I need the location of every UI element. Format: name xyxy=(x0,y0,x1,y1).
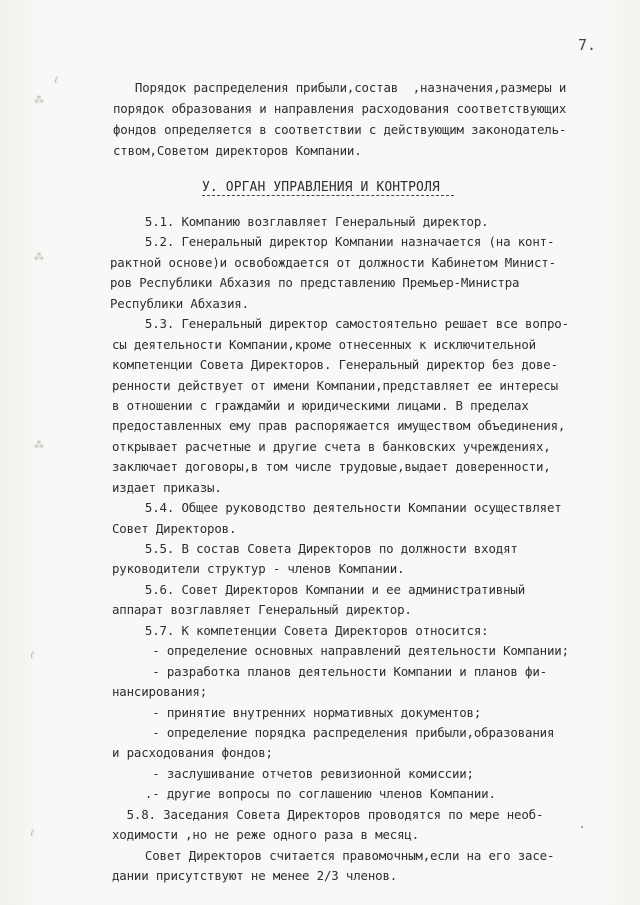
body-line: 5.5. В состав Совета Директоров по должности входят xyxy=(123,541,518,556)
body-line: 5.7. К компетенции Совета Директоров относится: xyxy=(123,623,489,638)
intro-line: Порядок распределения прибыли,состав ,назначения,размеры и xyxy=(113,80,567,95)
intro-line: фондов определяется в соответствии с действующим законодатель- xyxy=(113,122,567,137)
body-line: Совет Директоров. xyxy=(112,521,237,536)
body-line: нансирования; xyxy=(112,684,208,699)
body-line: сы деятельности Компании,кроме отнесенных к исключительной xyxy=(112,337,536,352)
body-line: - определение основных направлений деятельности Компании; xyxy=(123,643,569,658)
intro-line: ством,Советом директоров Компании. xyxy=(113,143,362,158)
body-line: ренности действует от имени Компании,представляет ее интересы xyxy=(112,378,558,393)
body-line: заключает договоры,в том числе трудовые,выдает доверенности, xyxy=(112,459,551,474)
body-line: 5.1. Компанию возглавляет Генеральный директор. xyxy=(123,214,489,229)
body-line: 5.2. Генеральный директор Компании назначается (на конт- xyxy=(123,234,555,249)
body-line: 5.3. Генеральный директор самостоятельно решает все вопро- xyxy=(123,316,569,331)
body-line: дании присутствуют не менее 2/3 членов. xyxy=(112,868,398,883)
scan-margin-mark: ⁂ xyxy=(34,440,44,451)
body-line: открывает расчетные и другие счета в банковских учреждениях, xyxy=(112,439,551,454)
body-line: ров Республики Абхазия по представлению Премьер-Министра xyxy=(110,275,520,290)
scan-margin-mark: ⁂ xyxy=(34,252,44,263)
body-line: компетенции Совета Директоров. Генеральный директор без дове- xyxy=(112,357,558,372)
body-line: - принятие внутренних нормативных документов; xyxy=(123,705,482,720)
body-line: рактной основе)и освобождается от должности Кабинетом Минист- xyxy=(110,255,556,270)
body-line: в отношении с граждамйи и юридическими лицами. В пределах xyxy=(112,398,529,413)
body-line: Совет Директоров считается правомочным,если на его засе- xyxy=(123,848,555,863)
body-line: и расходования фондов; xyxy=(112,745,273,760)
body-line: предоставленных ему прав распоряжается имуществом объединения, xyxy=(112,418,566,433)
body-line: .- другие вопросы по соглашению членов Компании. xyxy=(123,786,496,801)
body-line: - определение порядка распределения прибыли,образования xyxy=(123,725,555,740)
body-line: 5.6. Совет Директоров Компании и ее административный xyxy=(123,582,526,597)
body-line: - заслушивание отчетов ревизионной комиссии; xyxy=(123,766,474,781)
scan-margin-mark: ⁂ xyxy=(34,95,44,106)
page-number: 7. xyxy=(578,36,597,54)
body-line: руководители структур - членов Компании. xyxy=(112,561,405,576)
heading-underline xyxy=(202,195,454,196)
body-line: аппарат возглавляет Генеральный директор. xyxy=(112,602,412,617)
section-heading: У. ОРГАН УПРАВЛЕНИЯ И КОНТРОЛЯ xyxy=(202,180,440,195)
body-line: 5.8. Заседания Совета Директоров проводятся по мере необ- xyxy=(112,807,544,822)
body-line: Республики Абхазия. xyxy=(110,296,249,311)
scan-margin-mark: ℓ xyxy=(54,75,59,86)
body-line: издает приказы. xyxy=(112,480,222,495)
scan-margin-mark: ℓ xyxy=(30,650,35,661)
intro-line: порядок образования и направления расходования соответствующих xyxy=(113,101,567,116)
body-line: ходимости ,но не реже одного раза в месяц. xyxy=(112,827,420,842)
scan-margin-mark: ℓ xyxy=(30,828,35,839)
body-line: 5.4. Общее руководство деятельности Компании осуществляет xyxy=(123,500,562,515)
body-line: - разработка планов деятельности Компании и планов фи- xyxy=(123,664,547,679)
scan-speck xyxy=(581,826,583,828)
